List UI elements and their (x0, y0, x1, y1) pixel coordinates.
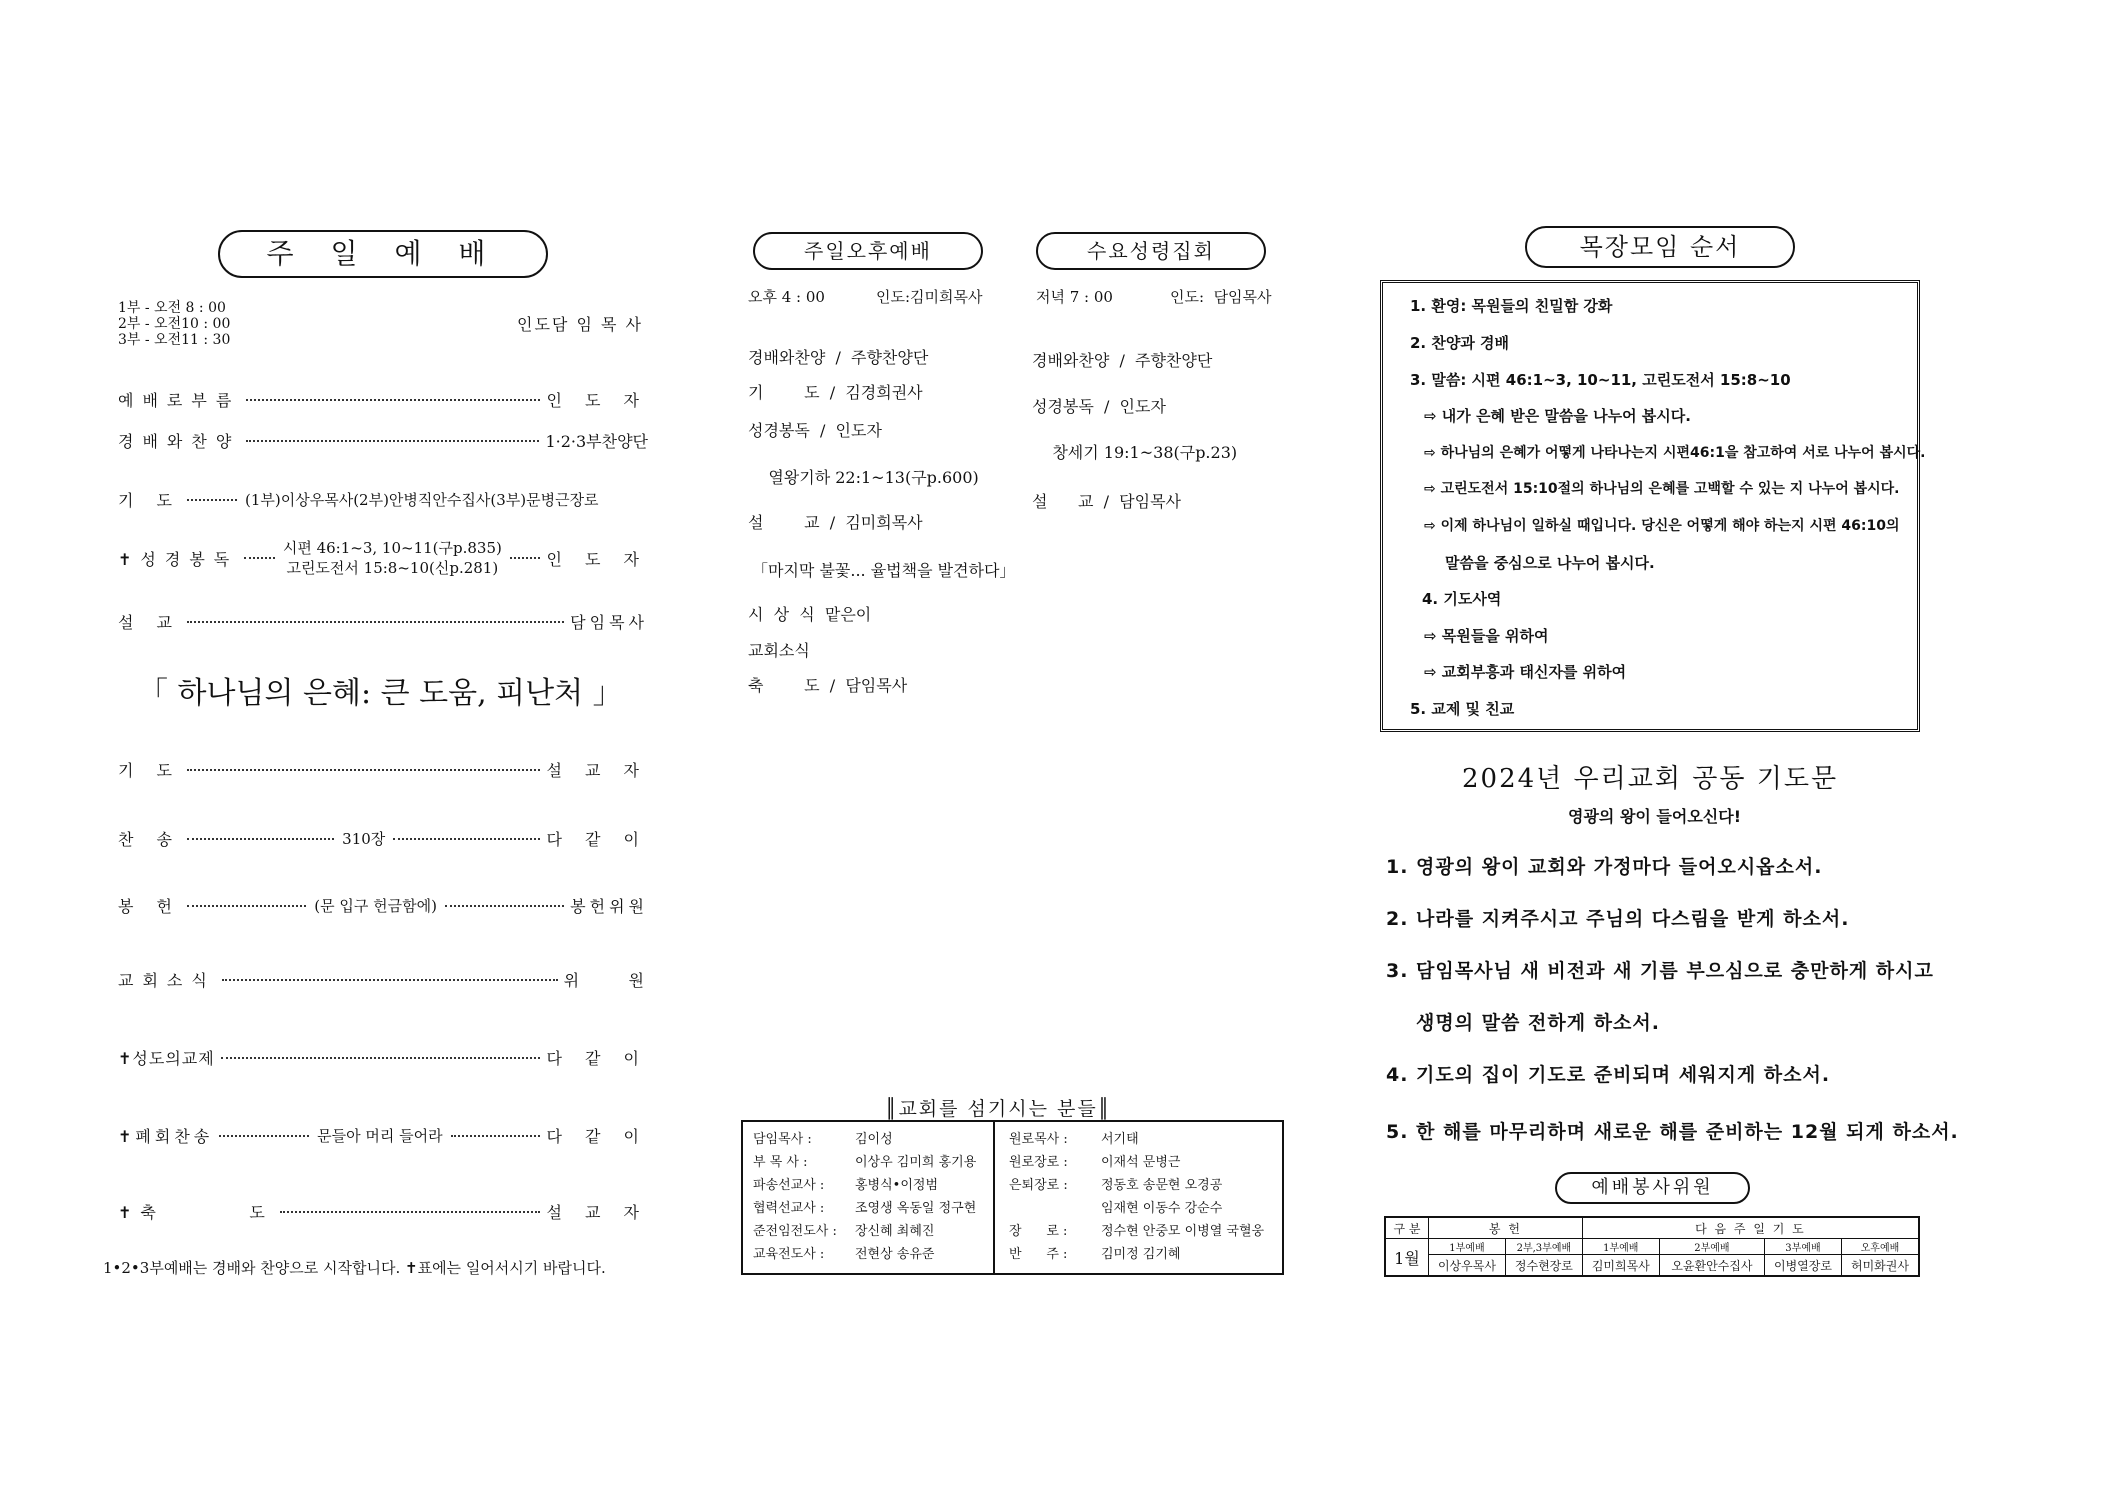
staff-row: 교육전도사 : 전현상 송유준 반 주 : 김미정 김기혜 (753, 1247, 1181, 1262)
staff-row: 준전임전도사 : 장신혜 최혜진 장 로 : 정수현 안중모 이병열 국혈웅 (753, 1224, 1265, 1239)
sunday-times (118, 300, 230, 348)
order-row: ✝성도의교제 다 같 이 (118, 1049, 648, 1068)
staff-title: ║교회를 섬기시는 분들║ (885, 1098, 1112, 1120)
order-row: ✝축 도 설 교 자 (118, 1203, 648, 1222)
afternoon-time: 오후 4 : 00 (748, 288, 825, 306)
sunday-title-box (218, 230, 548, 278)
cell-line: ⇨ 내가 은혜 받은 말씀을 나누어 봅시다. (1424, 407, 1691, 425)
wednesday-leader: 인도: 담임목사 (1170, 288, 1272, 306)
staff-row: 부 목 사 : 이상우 김미희 홍기용 원로장로 : 이재석 문병근 (753, 1155, 1181, 1170)
staff-table (747, 1126, 1270, 1264)
wednesday-title: 수요성령집회 (1087, 239, 1215, 263)
cell-line: 4. 기도사역 (1422, 590, 1502, 608)
order-row: 교회소식 위 원 (118, 971, 648, 990)
order-row: 경배와찬양 1·2·3부찬양단 (118, 432, 648, 451)
cell-line: ⇨ 이제 하나님이 일하실 때입니다. 당신은 어떻게 해야 하는지 시편 46:10의 (1424, 518, 1900, 534)
sunday-footnote: 1•2•3부예배는 경배와 찬양으로 시작합니다. ✝표에는 일어서시기 바랍니다. (103, 1259, 606, 1277)
cell-line: 3. 말씀: 시편 46:1~3, 10~11, 고린도전서 15:8~10 (1410, 371, 1791, 389)
order-row: 설 교 담임목사 (118, 613, 648, 632)
sunday-leader: 인도담 임 목 사 (517, 315, 643, 334)
prayer-title: 2024년 우리교회 공동 기도문 (1462, 764, 1839, 794)
prayer-item: 2. 나라를 지켜주시고 주님의 다스림을 받게 하소서. (1386, 908, 1850, 930)
sunday-title: 주 일 예 배 (266, 237, 500, 270)
service-team-title: 예배봉사위원 (1591, 1177, 1714, 1198)
prayer-item: 1. 영광의 왕이 교회와 가정마다 들어오시옵소서. (1386, 856, 1823, 878)
staff-row: 협력선교사 : 조영생 옥동일 정구현 임재현 이동수 강순수 (753, 1201, 1223, 1216)
cell-line: 1. 환영: 목원들의 친밀함 강화 (1410, 297, 1613, 315)
service-team-table (1384, 1216, 1920, 1277)
prayer-item: 3. 담임목사님 새 비전과 새 기름 부으심으로 충만하게 하시고 (1386, 960, 1934, 982)
order-row: 기 도 (1부)이상우목사(2부)안병직안수집사(3부)문병근장로 (118, 491, 599, 510)
service-team-head: 구 분 봉 헌 다 음 주 일 기 도 (1385, 1217, 1919, 1239)
staff-row: 담임목사 : 김이성 원로목사 : 서기태 (753, 1132, 1139, 1147)
prayer-item: 4. 기도의 집이 기도로 준비되며 세워지게 하소서. (1386, 1064, 1831, 1086)
sermon-title: 「 하나님의 은혜: 큰 도움, 피난처 」 (138, 676, 623, 711)
prayer-item: 생명의 말씀 전하게 하소서. (1416, 1012, 1660, 1034)
staff-row: 파송선교사 : 홍병식•이정범 은퇴장로 : 정동호 송문현 오경공 (753, 1178, 1223, 1193)
afternoon-title: 주일오후예배 (804, 239, 932, 263)
cell-line: ⇨ 교회부흥과 태신자를 위하여 (1424, 663, 1627, 681)
cell-line: 2. 찬양과 경배 (1410, 334, 1510, 352)
order-row: 예배로부름 인 도 자 (118, 391, 648, 410)
order-row: 기 도 설 교 자 (118, 761, 648, 780)
order-row: ✝폐회찬송 문들아 머리 들어라 다 같 이 (118, 1127, 648, 1146)
order-row: 봉 헌 (문 입구 헌금함에) 봉헌위원 (118, 897, 648, 916)
cell-line: ⇨ 고린도전서 15:10절의 하나님의 은혜를 고백할 수 있는 지 나누어 봅시다. (1424, 481, 1900, 497)
prayer-subtitle: 영광의 왕이 들어오신다! (1568, 807, 1741, 826)
time-3: 3부 - 오전11 : 30 (118, 332, 231, 348)
cell-line: 말씀을 중심으로 나누어 봅시다. (1445, 554, 1655, 572)
wednesday-time: 저녁 7 : 00 (1036, 288, 1113, 306)
afternoon-title-box (753, 232, 983, 270)
service-team-subhead: 1월 1부예배 2부,3부예배 1부예배 2부예배 3부예배 오후예배 (1385, 1239, 1919, 1255)
staff-table-box (741, 1120, 1284, 1275)
order-row-scripture: ✝성경봉독 시편 46:1~3, 10~11(구p.835) 고린도전서 15:8~10(신p.281) 인 도 자 (118, 539, 648, 577)
service-team-title-box (1555, 1172, 1750, 1204)
cell-title-box (1525, 226, 1795, 268)
cell-line: 5. 교제 및 친교 (1410, 700, 1515, 718)
afternoon-leader: 인도:김미희목사 (876, 288, 983, 306)
prayer-item: 5. 한 해를 마무리하며 새로운 해를 준비하는 12월 되게 하소서. (1386, 1121, 1959, 1143)
service-team-names: 이상우목사 정수현장로 김미희목사 오윤환안수집사 이병열장로 허미화권사 (1385, 1255, 1919, 1277)
time-2: 2부 - 오전10 : 00 (118, 316, 231, 332)
order-row: 찬 송 310장 다 같 이 (118, 830, 649, 849)
cell-title: 목장모임 순서 (1579, 233, 1741, 261)
cell-line: ⇨ 목원들을 위하여 (1424, 627, 1549, 645)
time-1: 1부 - 오전 8 : 00 (118, 300, 226, 316)
cell-line: ⇨ 하나님의 은혜가 어떻게 나타나는지 시편46:1을 참고하여 서로 나누어 봅시다. (1424, 445, 1926, 461)
wednesday-title-box (1036, 232, 1266, 270)
